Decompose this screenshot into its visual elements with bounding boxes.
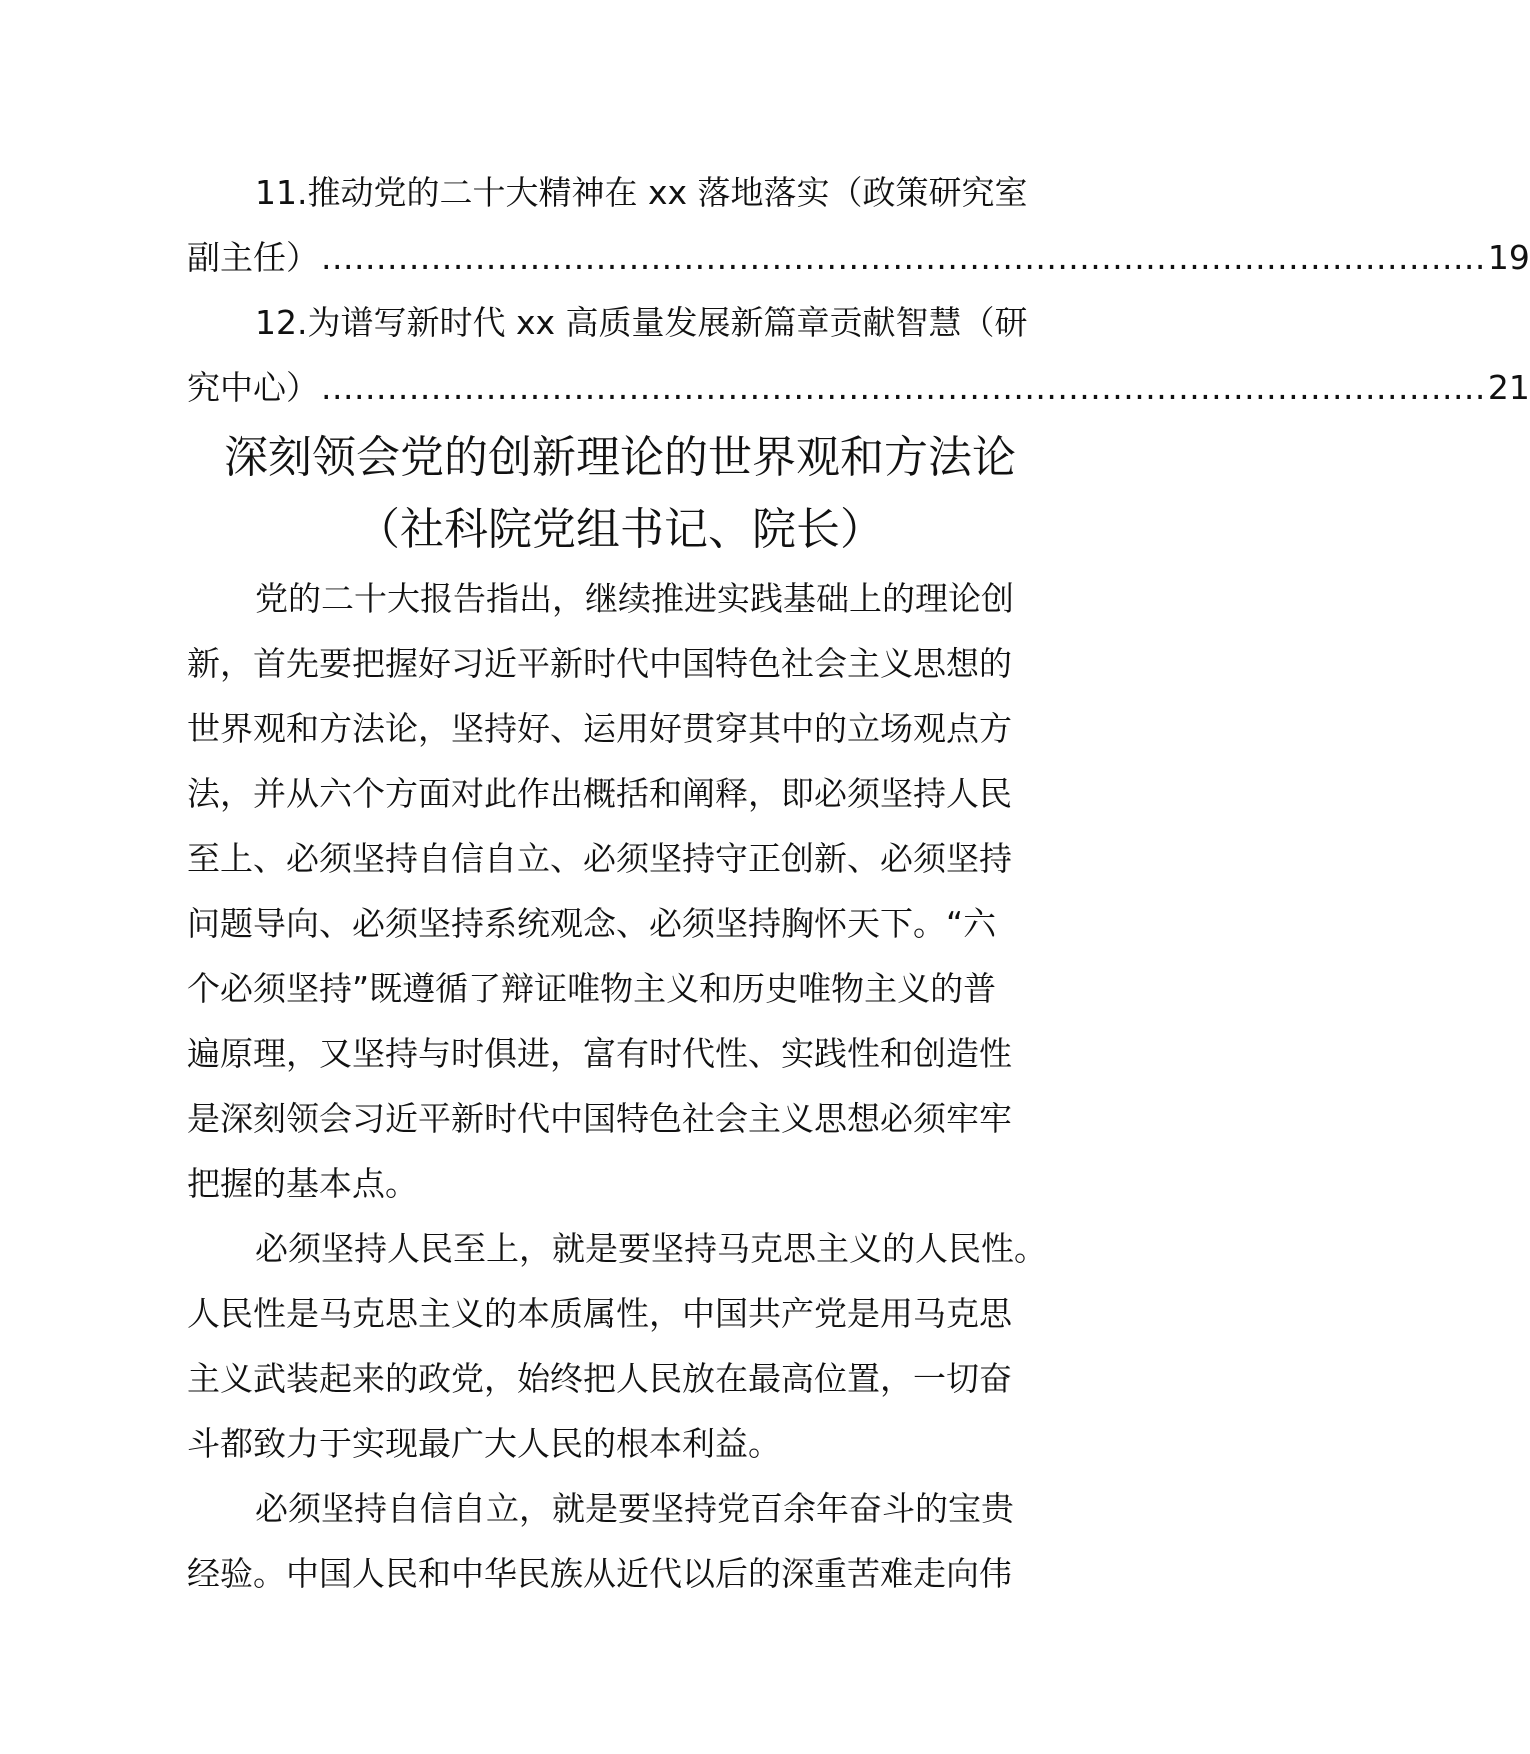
toc-entry-title: 12.为谱写新时代 xx 高质量发展新篇章贡献智慧（研 — [255, 303, 1028, 342]
text-line: 党的二十大报告指出，继续推进实践基础上的理论创 — [255, 579, 1014, 618]
text-line: 个必须坚持”既遵循了辩证唯物主义和历史唯物主义的普 — [187, 969, 997, 1008]
toc-entry-title-cont: 副主任） — [187, 238, 319, 277]
text-line: 遍原理，又坚持与时俱进，富有时代性、实践性和创造性 — [187, 1034, 1012, 1073]
toc-entry-continuation — [187, 225, 1530, 290]
text-line: 必须坚持自信自立，就是要坚持党百余年奋斗的宝贵 — [255, 1489, 1014, 1528]
text-line: 是深刻领会习近平新时代中国特色社会主义思想必须牢牢 — [187, 1099, 1012, 1138]
text-line: 问题导向、必须坚持系统观念、必须坚持胸怀天下。“六 — [187, 904, 997, 943]
text-line: 把握的基本点。 — [187, 1164, 418, 1203]
text-line: 世界观和方法论，坚持好、运用好贯穿其中的立场观点方 — [187, 709, 1012, 748]
toc-page-number: 19 — [1487, 238, 1530, 277]
text-line: 至上、必须坚持自信自立、必须坚持守正创新、必须坚持 — [187, 839, 1012, 878]
article-title-author: （社科院党组书记、院长） — [356, 504, 884, 555]
text-line: 法，并从六个方面对此作出概括和阐释，即必须坚持人民 — [187, 774, 1012, 813]
toc-dot-leader: .......................................................................................................... — [321, 238, 1486, 277]
text-line: 人民性是马克思主义的本质属性，中国共产党是用马克思 — [187, 1294, 1012, 1333]
text-line: 必须坚持人民至上，就是要坚持马克思主义的人民性。 — [255, 1229, 1047, 1268]
body-paragraph — [187, 566, 1053, 1216]
body-paragraph — [187, 1476, 1053, 1606]
text-line: 主义武装起来的政党，始终把人民放在最高位置，一切奋 — [187, 1359, 1012, 1398]
toc-dot-leader: .......................................................................................................... — [321, 368, 1486, 407]
toc-entry[interactable] — [187, 290, 1530, 420]
toc-page-number: 21 — [1487, 368, 1530, 407]
text-line: 经验。中国人民和中华民族从近代以后的深重苦难走向伟 — [187, 1554, 1012, 1593]
toc-entry-continuation — [187, 355, 1530, 420]
text-line: 斗都致力于实现最广大人民的根本利益。 — [187, 1424, 781, 1463]
text-line: 新，首先要把握好习近平新时代中国特色社会主义思想的 — [187, 644, 1012, 683]
article-title — [187, 422, 1053, 566]
article-title-main: 深刻领会党的创新理论的世界观和方法论 — [224, 432, 1016, 483]
toc-entry[interactable] — [187, 160, 1530, 290]
body-paragraph — [187, 1216, 1053, 1476]
toc-entry-title-cont: 究中心） — [187, 368, 319, 407]
toc-entry-title: 11.推动党的二十大精神在 xx 落地落实（政策研究室 — [255, 173, 1028, 212]
document-page — [187, 160, 1530, 1606]
